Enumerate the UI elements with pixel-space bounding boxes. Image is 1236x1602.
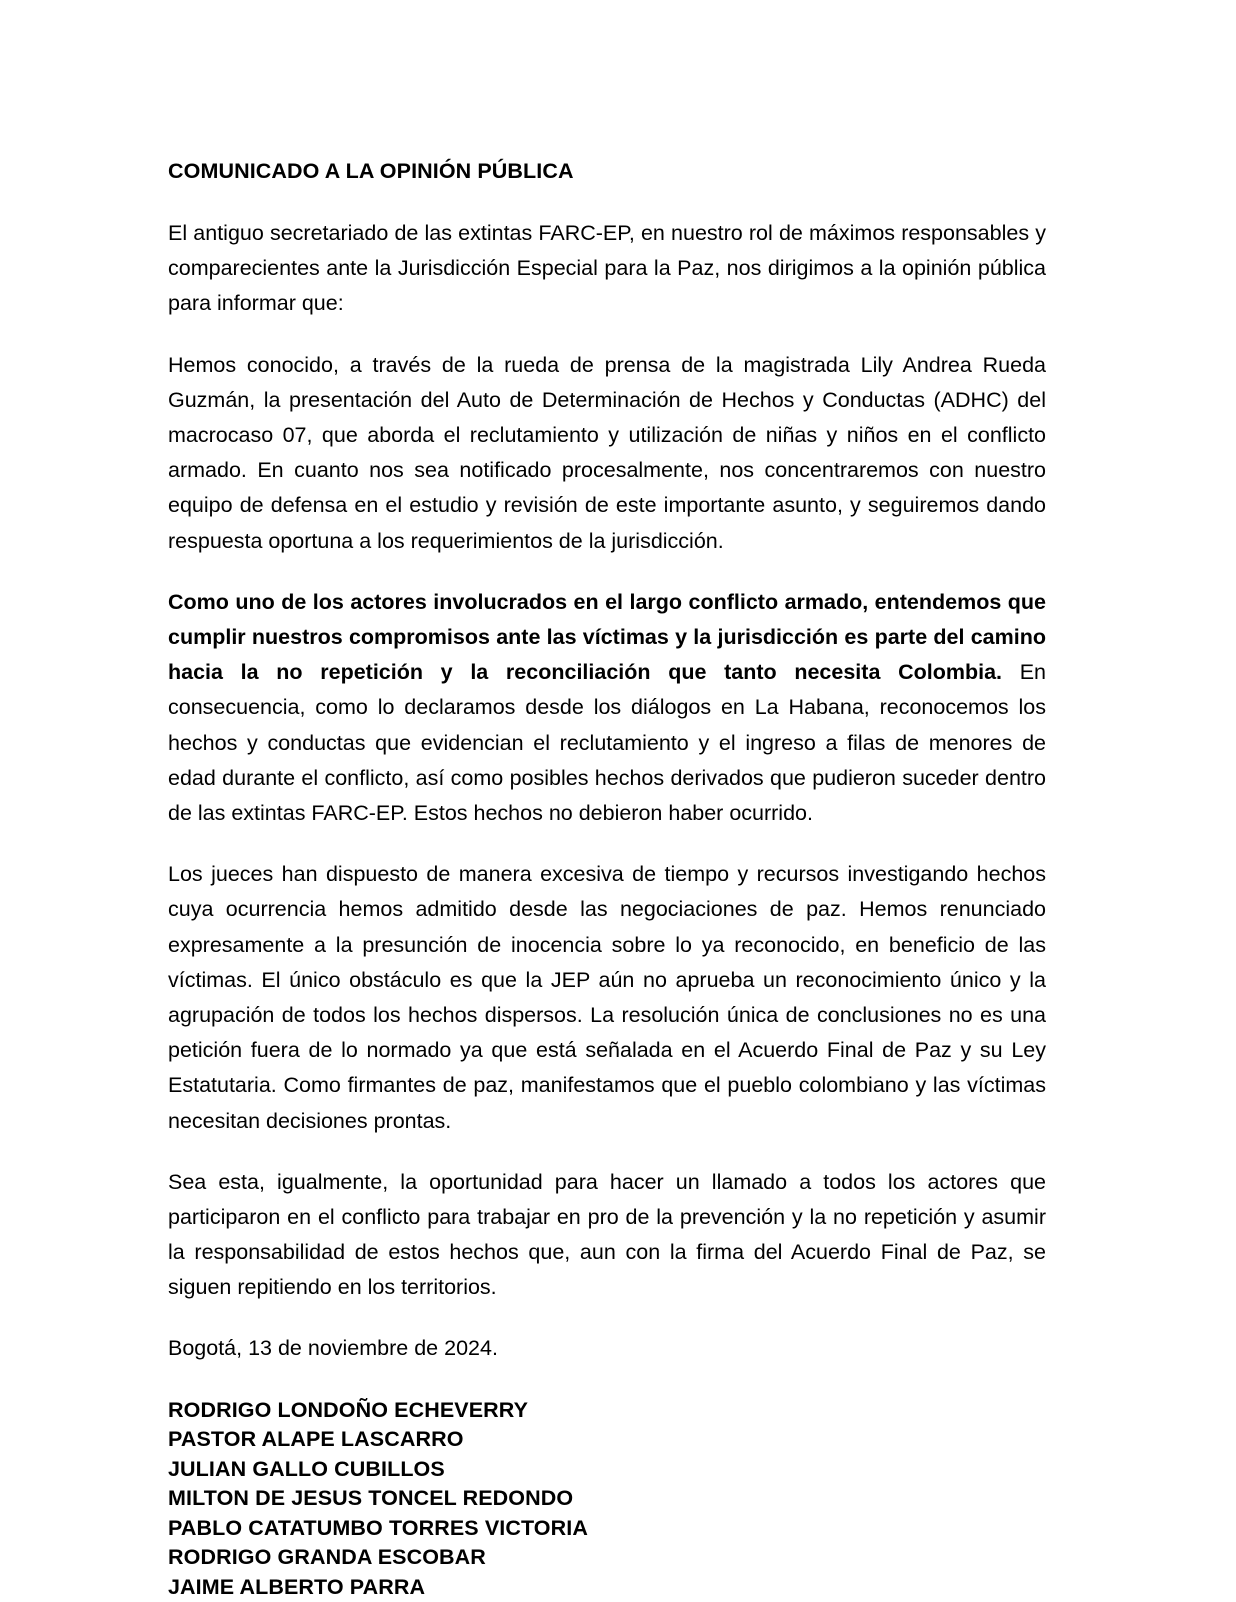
paragraph-adhc-notice: Hemos conocido, a través de la rueda de prensa de la magistrada Lily Andrea Rueda Guzmán, la presentación del Auto de Determinación de Hechos y Conductas (ADHC) del macrocaso 07, que aborda el reclutamiento y utilización de niñas y niños en el conflicto armado. En cuanto nos sea notificado procesalmente, nos concentraremos con nuestro equipo de defensa en el estudio y revisión de este importante asunto, y seguiremos dando respuesta oportuna a los requerimientos de la jurisdicción. — [168, 352, 1046, 553]
signature-block — [168, 1396, 1046, 1602]
signatory-name: JULIAN GALLO CUBILLOS — [168, 1456, 445, 1481]
paragraph-intro: El antiguo secretariado de las extintas FARC-EP, en nuestro rol de máximos responsables y comparecientes ante la Jurisdicción Especial para la Paz, nos dirigimos a la opinión pública para informar que: — [168, 220, 1046, 316]
signatory-name: JAIME ALBERTO PARRA — [168, 1574, 426, 1599]
signatory-name: MILTON DE JESUS TONCEL REDONDO — [168, 1486, 574, 1511]
paragraph-commitment-continuation: En consecuencia, como lo declaramos desde los diálogos en La Habana, reconocemos los hechos y conductas que evidencian el reclutamiento y el ingreso a filas de menores de edad durante el conflicto, así como posibles hechos derivados que pudieron suceder dentro de las extintas FARC-EP. Estos hechos no debieron haber ocurrido. — [168, 660, 1047, 825]
page-title: COMUNICADO A LA OPINIÓN PÚBLICA — [168, 159, 574, 183]
signatory-name: RODRIGO GRANDA ESCOBAR — [168, 1545, 486, 1570]
signatory-name: RODRIGO LONDOÑO ECHEVERRY — [168, 1397, 529, 1422]
paragraph-commitment-emphasis: Como uno de los actores involucrados en el largo conflicto armado, entendemos que cumplir nuestros compromisos ante las víctimas y la jurisdicción es parte del camino hacia la no repetición y la reconciliación que tanto necesita Colombia. — [168, 589, 1046, 685]
signatory-name: PABLO CATATUMBO TORRES VICTORIA — [168, 1515, 588, 1540]
paragraph-call-to-action: Sea esta, igualmente, la oportunidad para hacer un llamado a todos los actores que participaron en el conflicto para trabajar en pro de la prevención y la no repetición y asumir la responsabilidad de estos hechos que, aun con la firma del Acuerdo Final de Paz, se siguen repitiendo en los territorios. — [168, 1169, 1046, 1300]
paragraph-commitment — [168, 585, 1046, 831]
dateline: Bogotá, 13 de noviembre de 2024. — [168, 1335, 498, 1360]
signatory-name: PASTOR ALAPE LASCARRO — [168, 1427, 464, 1452]
paragraph-judges: Los jueces han dispuesto de manera excesiva de tiempo y recursos investigando hechos cuya ocurrencia hemos admitido desde las negociaciones de paz. Hemos renunciado expresamente a la presunción de inocencia sobre lo ya reconocido, en beneficio de las víctimas. El único obstáculo es que la JEP aún no aprueba un reconocimiento único y la agrupación de todos los hechos dispersos. La resolución única de conclusiones no es una petición fuera de lo normado ya que está señalada en el Acuerdo Final de Paz y su Ley Estatutaria. Como firmantes de paz, manifestamos que el pueblo colombiano y las víctimas necesitan decisiones prontas. — [168, 862, 1046, 1133]
